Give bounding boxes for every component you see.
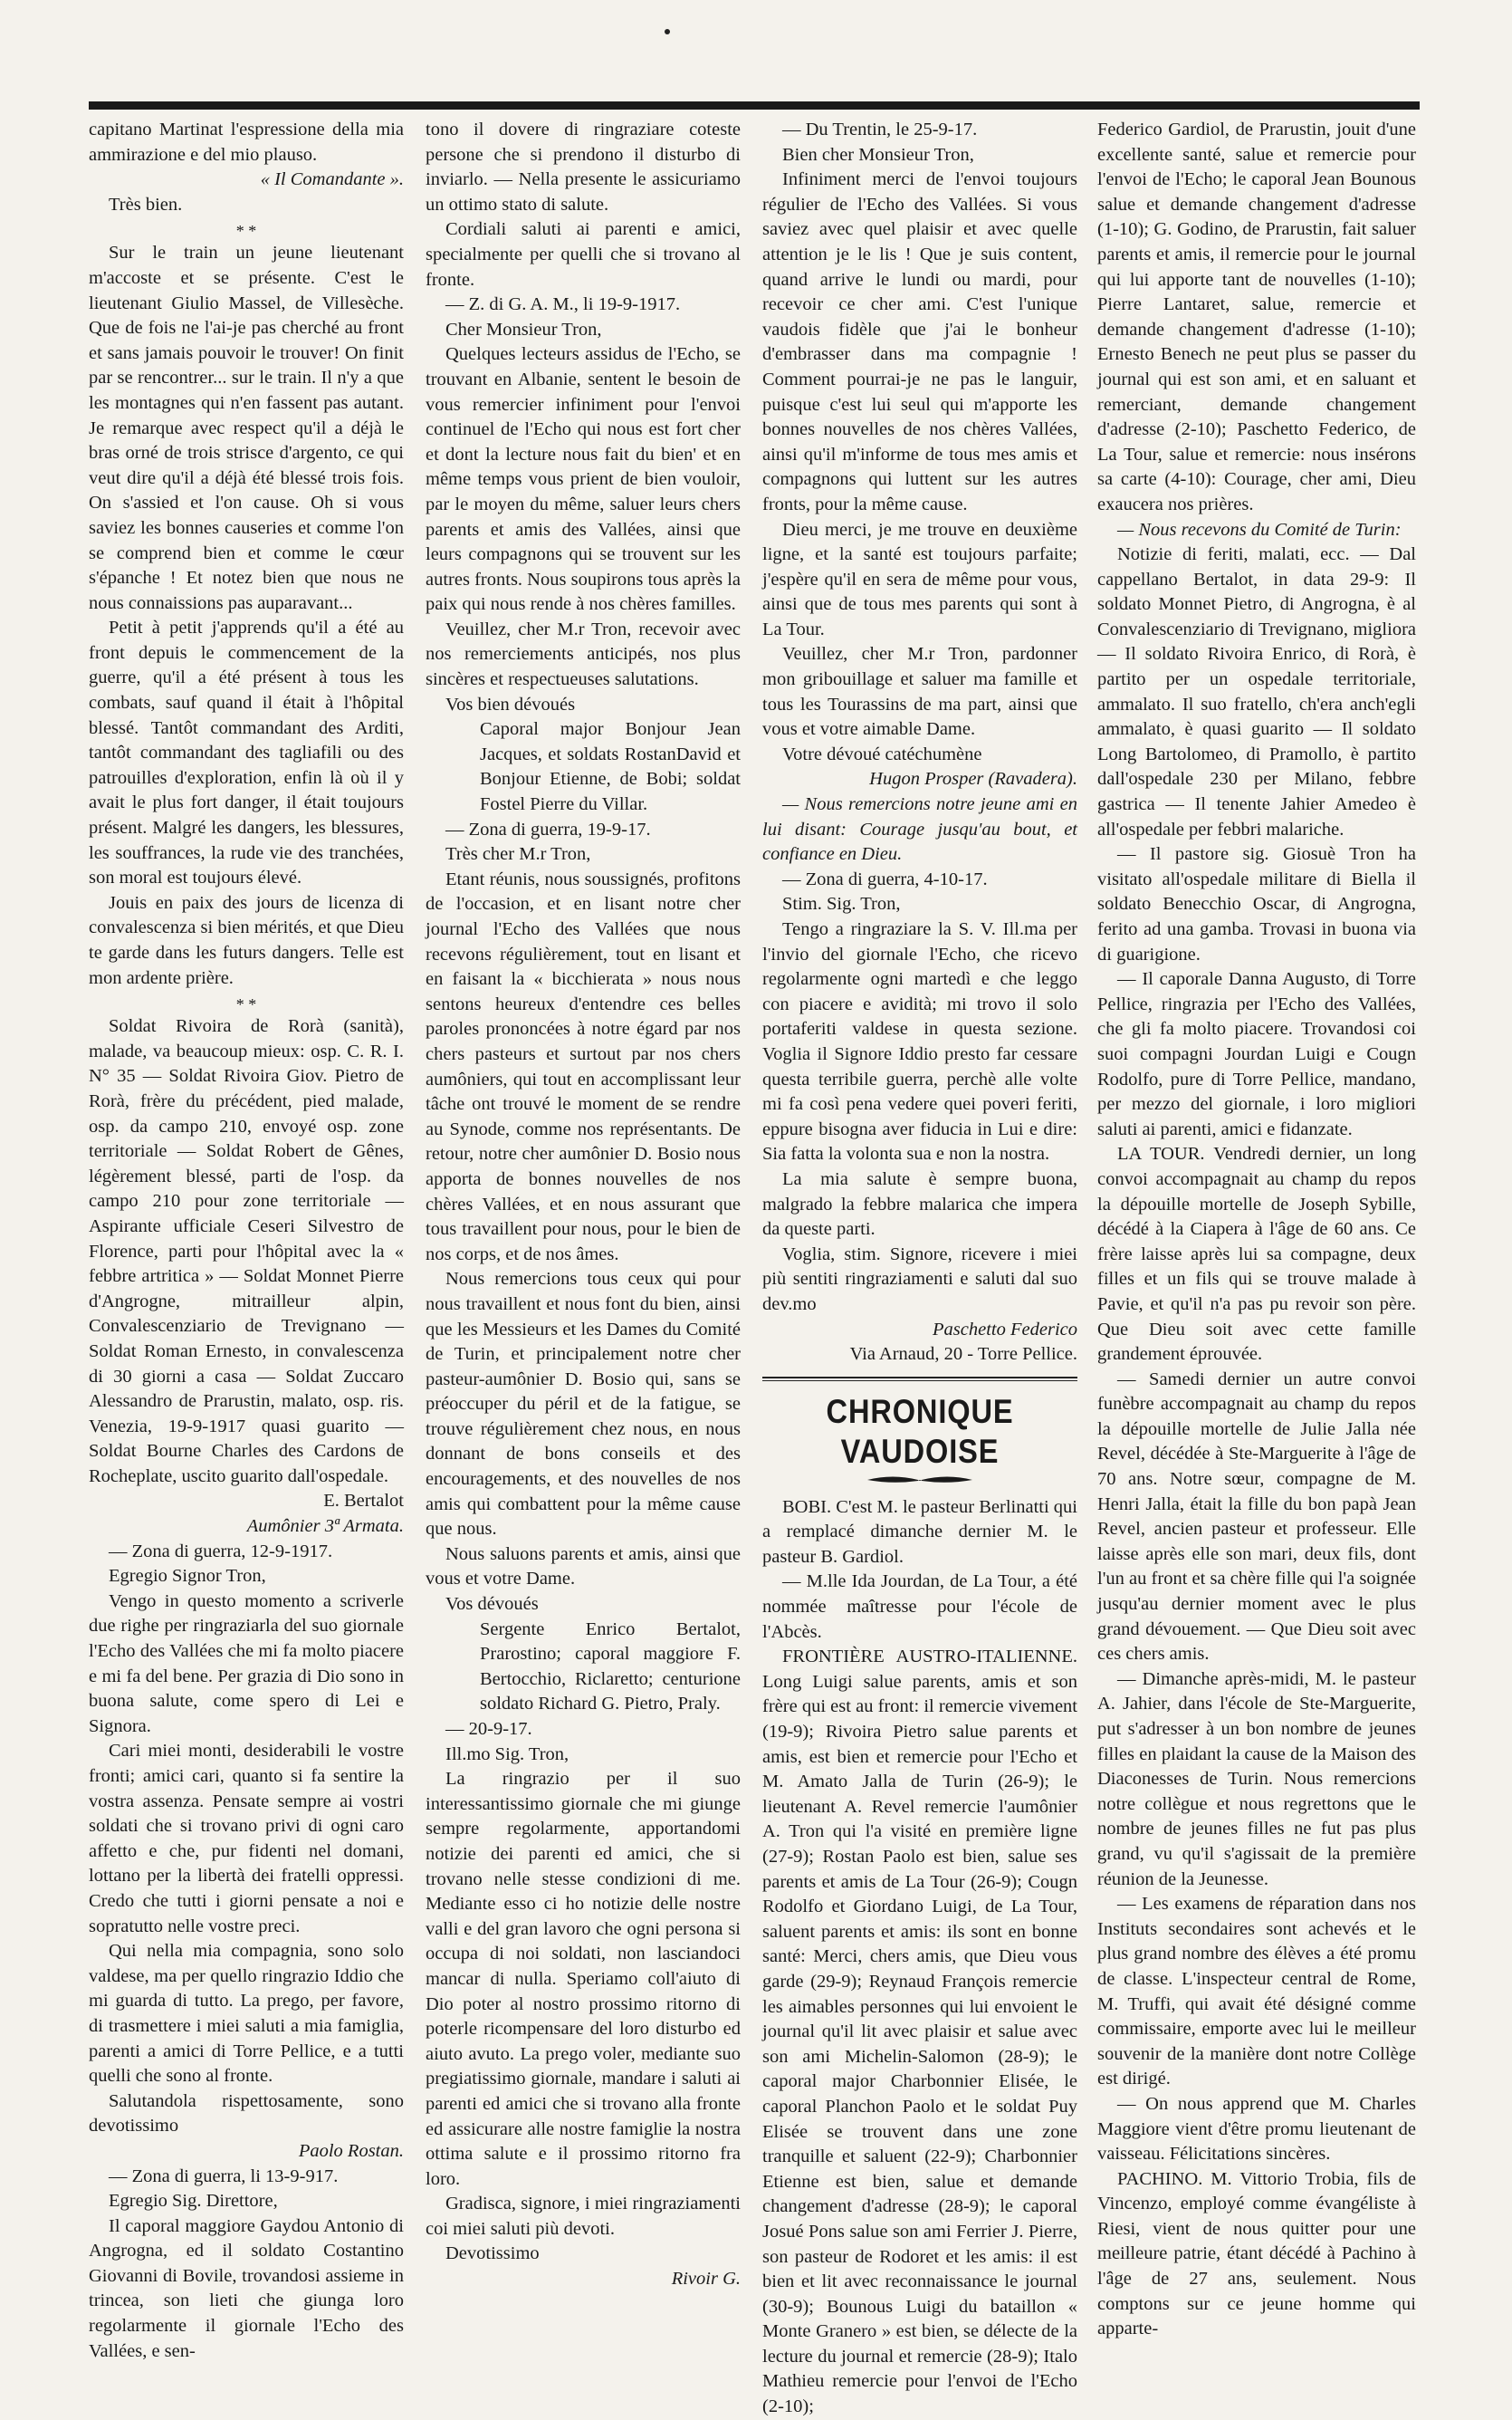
signature: Sergente Enrico Bertalot, Prarostino; caporal maggiore F. Bertocchio, Riclaretto; centurione soldato Richard G. Pietro, Praly. [480, 1618, 741, 1714]
editor-note: — Nous recevons du Comité de Turin: [1117, 519, 1402, 540]
paragraph: Salutandola rispettosamente, sono devotissimo [89, 2090, 404, 2137]
paragraph: Dieu merci, je me trouve en deuxième ligne, et la santé est toujours parfaite; j'espère qu'il en sera de même pour vous, ainsi que de tous mes parents qui sont à La Tour. [762, 519, 1077, 639]
paragraph: Vengo in questo momento a scriverle due righe per ringraziarla del suo giornale l'Echo des Vallées che mi fa molto piacere e mi fa del bene. Per grazia di Dio sono in buona salute, come spero di Lei e Signora. [89, 1590, 404, 1736]
column-3 [762, 118, 1077, 2417]
section-separator: * * [235, 995, 257, 1014]
letter-salutation: Bien cher Monsieur Tron, [782, 144, 974, 165]
paragraph: Nous remercions tous ceux qui pour nous travaillent et nous font du bien, ainsi que les Messieurs et les Dames du Comité de Turin, et principalement notre cher pasteur-aumônier D. Bosio qui, sans se préoccuper du péril et de la fatigue, se trouve régulièrement chez nous, en nous donnant de bons conseils et des encouragements, et des nouvelles de nos amis qui combattent pour la même cause que nous. [426, 1269, 741, 1540]
letter-dateline: — Zona di guerra, 19-9-17. [445, 819, 651, 840]
signature: Paolo Rostan. [298, 2140, 404, 2161]
paragraph: La mia salute è sempre buona, malgrado la febbre malarica che impera da queste parti. [762, 1168, 1077, 1240]
paragraph: Quelques lecteurs assidus de l'Echo, se trouvant en Albanie, sentent le besoin de vous remercier infiniment pour l'envoi continuel de l'Echo qui nous est fort cher et dont la lecture nous fait du bien' et en même temps vous prient de bien vouloir, par le moyen du même, saluer leurs chers parents et amis des Vallées, ainsi que leurs compagnons qui se trouvent sur les autres fronts. Nous soupirons tous après la paix qui nous rende à nos chères familles. [426, 344, 741, 615]
ornament-flourish [866, 1474, 974, 1486]
editor-note: — Nous remercions notre jeune ami en lui disant: Courage jusqu'au bout, et confiance en Dieu. [762, 794, 1077, 865]
closing: Vos dévoués [445, 1594, 539, 1615]
paragraph: — On nous apprend que M. Charles Maggiore vient d'être promu lieutenant de vaisseau. Félicitations sincères. [1097, 2093, 1416, 2165]
paragraph: Sur le train un jeune lieutenant m'accoste et se présente. C'est le lieutenant Giulio Massel, de Villesèche. Que de fois ne l'ai-je pas cherché au front et sans jamais pouvoir le trouver! On finit par se rencontrer... sur le train. Il n'y a que les montagnes qui n'en fassent pas autant. Je remarque avec respect qu'il a déjà le bras orné de trois strisce d'argento, ce qui veut dire qu'il a déjà été blessé trois fois. On s'assied et l'on cause. Oh si vous saviez les bonnes causeries et comme l'on se comprend bien et comme le cœur s'épanche ! Et notez bien que nous ne nous connaissions pas auparavant... [89, 243, 404, 613]
column-2 [426, 118, 741, 2290]
paragraph: Infiniment merci de l'envoi toujours régulier de l'Echo des Vallées. Si vous saviez avec quel plaisir et avec quelle attention je le lis ! Que je suis content, quand arrive le lundi ou mardi, pour recevoir ce cher ami. C'est l'unique vaudois fidèle que j'ai le bonheur d'embrasser dans ma compagnie ! Comment pourrai-je ne pas le languir, puisque c'est lui seul qui m'apporte les bonnes nouvelles de nos chères Vallées, ainsi qu'il m'informe de tous mes amis et compagnons qui luttent sur les autres fronts, pour la même cause. [762, 169, 1077, 514]
author-title: Aumônier 3ª Armata. [246, 1516, 404, 1537]
section-heading: CHRONIQUE VAUDOISE [826, 1392, 1014, 1470]
signature: Paschetto Federico [933, 1319, 1077, 1340]
letter-salutation: Stim. Sig. Tron, [782, 894, 901, 915]
paragraph: Notizie di feriti, malati, ecc. — Dal cappellano Bertalot, in data 29-9: Il soldato Monnet Pietro, di Angrogna, è al Convalescenziario di Trevignano, migliora — Il soldato Rivoira Enrico, di Rorà, è partito per un ospedale territoriale, ammalato. Il suo fratello, ch'era anch'egli ammalato, è quasi guarito — Il soldato Long Bartolomeo, di Pramollo, è partito dall'ospedale 230 per Milano, febbre gastrica — Il tenente Jahier Amedeo è all'ospedale per febbri malariche. [1097, 544, 1416, 840]
closing: Votre dévoué catéchumène [782, 744, 982, 764]
paragraph: Voglia, stim. Signore, ricevere i miei più sentiti ringraziamenti e saluti dal suo dev.mo [762, 1244, 1077, 1314]
paragraph: Tengo a ringraziare la S. V. Ill.ma per l'invio del giornale l'Echo, che ricevo regolarmente ogni martedì e che leggo con piacere e avidità; mi trovo il solo portaferiti valdese in questa sezione. Voglia il Signore Iddio presto far cessare questa terribile guerra, perchè alle volte mi fa così pena vedere quei poveri feriti, eppure bisogna aver fiducia in Lui e dire: Sia fatta la volonta sua e non la nostra. [762, 919, 1077, 1165]
column-4 [1097, 118, 1416, 2339]
letter-salutation: Egregio Sig. Direttore, [109, 2191, 278, 2212]
paragraph: Nous saluons parents et amis, ainsi que vous et votre Dame. [426, 1543, 741, 1589]
paragraph: Qui nella mia compagnia, sono solo valdese, ma per quello ringrazio Iddio che mi guarda di tutto. La prego, per favore, di trasmettere i miei saluti a mia famiglia, parenti a amici di Torre Pellice, e a tutti quelli che sono al fronte. [89, 1941, 404, 2087]
paragraph: Veuillez, cher M.r Tron, recevoir avec nos remerciements anticipés, nos plus sincères et respectueuses salutations. [426, 619, 741, 690]
signature: « Il Comandante ». [260, 169, 404, 190]
paragraph: — M.lle Ida Jourdan, de La Tour, a été nommée maîtresse pour l'école de l'Abcès. [762, 1571, 1077, 1642]
letter-dateline: — Z. di G. A. M., li 19-9-1917. [445, 294, 681, 315]
letter-salutation: Ill.mo Sig. Tron, [445, 1743, 569, 1764]
print-speck [665, 29, 670, 34]
paragraph: FRONTIÈRE AUSTRO-ITALIENNE. Long Luigi salue parents, amis et son frère qui est au front: il remercie vivement (19-9); Rivoira Pietro salue parents et amis, est bien et remercie pour l'Echo et M. Amato Jalla de Turin (26-9); le lieutenant A. Revel remercie l'aumônier A. Tron qui l'a visité en première ligne (27-9); Rostan Paolo est bien, salue ses parents et amis de La Tour (26-9); Cougn Rodolfo et Giordano Luigi, de La Tour, saluent parents et amis: ils sont en bonne santé: Merci, chers amis, que Dieu vous garde (29-9); Reynaud François remercie les aimables personnes qui lui envoient le journal qu'il lit avec plaisir et salue avec son ami Michelin-Salomon (28-9); le caporal major Charbonnier Elisée, le caporal Planchon Paolo et le soldat Puy Elisée se trouvent dans une zone tranquille et saluent (22-9); Charbonnier Etienne est bien, salue et demande changement d'adresse (28-9); le caporal Josué Pons salue son ami Ferrier J. Pierre, son pasteur de Rodoret et les amis: il est bien et lit avec reconnaissance le journal (30-9); Bounous Luigi du bataillon « Monte Granero » est bien, se délecte de la lecture du journal et remercie (28-9); Italo Mathieu remercie pour l'envoi de l'Echo (2-10); [762, 1647, 1077, 2417]
letter-dateline: — Zona di guerra, 4-10-17. [782, 869, 988, 889]
signature: Hugon Prosper (Ravadera). [869, 769, 1077, 790]
paragraph: Federico Gardiol, de Prarustin, jouit d'une excellente santé, salue et remercie pour l'envoi de l'Echo; le caporal Jean Bounous salue et demande changement d'adresse (1-10); G. Godino, de Prarustin, fait saluer parents et amis, il remercie pour le journal qui lui apporte tant de nouvelles (1-10); Pierre Lantaret, salue, remercie et demande changement d'adresse (1-10); Ernesto Benech ne peut plus se passer du journal qui est son ami, et en saluant et remerciant, demande changement d'adresse (2-10); Paschetto Federico, de La Tour, salue et remercie: nous insérons sa carte (4-10): Courage, cher ami, Dieu exaucera nos prières. [1097, 120, 1416, 514]
section-separator: * * [235, 222, 257, 241]
letter-dateline: — Zona di guerra, 12-9-1917. [109, 1541, 333, 1561]
closing: Vos bien dévoués [445, 694, 576, 715]
letter-dateline: — Du Trentin, le 25-9-17. [782, 120, 978, 139]
signature: Caporal major Bonjour Jean Jacques, et soldats RostanDavid et Bonjour Etienne, de Bobi; soldat Fostel Pierre du Villar. [480, 719, 741, 815]
letter-salutation: Cher Monsieur Tron, [445, 319, 602, 340]
author-name: E. Bertalot [323, 1491, 404, 1512]
paragraph: Soldat Rivoira de Rorà (sanità), malade, va beaucoup mieux: osp. C. R. I. N° 35 — Soldat Rivoira Giov. Pietro de Rorà, frère du précédent, pied malade, osp. da campo 210, envoyé osp. zone territoriale — Soldat Robert de Gênes, légèrement blessé, parti de l'osp. da campo 210 pour zone territoriale — Aspirante ufficiale Ceseri Silvestro de Florence, parti pour l'hôpital avec la « febbre artritica » — Soldat Monnet Pierre d'Angrogne, mitrailleur alpin, Convalescenziario de Trevignano — Soldat Roman Ernesto, in convalescenza di 30 giorni a casa — Soldat Zuccaro Alessandro de Prarustin, malato, osp. ris. Venezia, 19-9-1917 quasi guarito — Soldat Bourne Charles des Cardons de Rocheplate, uscito guarito dall'ospedale. [89, 1016, 404, 1486]
column-1 [89, 118, 404, 2361]
paragraph: Petit à petit j'apprends qu'il a été au front depuis le commencement de la guerre, qu'il a été présent à tous les combats, sauf quand il était à l'hôpital blessé. Tantôt commandant des Arditi, tantôt commandant des tagliafili ou des patrouilles d'exploration, enfin là où il y avait le plus fort danger, il était toujours présent. Malgré les dangers, les blessures, les souffrances, la rude vie des tranchées, son moral est toujours élevé. [89, 618, 404, 888]
letter-dateline: — 20-9-17. [445, 1719, 532, 1739]
paragraph: Très bien. [109, 194, 183, 215]
paragraph: Il caporal maggiore Gaydou Antonio di Angrogna, ed il soldato Costantino Giovanni di Bovile, trovandosi assieme in trincea, son lieti che giunga loro regolarmente il giornale l'Echo des Vallées, e sen- [89, 2215, 404, 2361]
paragraph: La ringrazio per il suo interessantissimo giornale che mi giunge sempre regolarmente, apportandomi notizie dei parenti ed amici, che si trovano nelle stesse condizioni di me. Mediante esso ci ho notizie delle nostre valli e del gran lavoro che ogni persona si occupa di noi soldati, non lasciandoci mancar di nulla. Speriamo coll'aiuto di Dio poter al nostro prossimo ritorno di poterle ricompensare del loro disturbo ed aiuto avuto. La prego voler, mediante suo pregiatissimo giornale, mandare i saluti ai parenti ed amici che si trovano alla fronte ed assicurare alle nostre famiglie la nostra ottima salute e il prossimo ritorno fra loro. [426, 1769, 741, 2189]
closing: Devotissimo [445, 2243, 540, 2264]
letter-dateline: — Zona di guerra, li 13-9-917. [109, 2166, 339, 2186]
paragraph: tono il dovere di ringraziare coteste persone che si prendono il disturbo di inviarlo. — Nella presente le assicuriamo un ottimo stato di salute. [426, 120, 741, 215]
paragraph: Jouis en paix des jours de licenza di convalescenza si bien mérités, et que Dieu te garde dans les futurs dangers. Telle est mon ardente prière. [89, 892, 404, 988]
paragraph: — Samedi dernier un autre convoi funèbre accompagnait au champ du repos la dépouille mortelle de Julie Jalla née Revel, décédée à Ste-Marguerite à l'âge de 70 ans. Notre sœur, compagne de M. Henri Jalla, était la fille du bon papà Jean Revel, ancien pasteur et professeur. Elle laisse après elle son mari, deux fils, dont l'un au front et sa chère fille qui l'a soignée jusqu'au dernier moment avec le plus grand dévouement. — Que Dieu soit avec ces chers amis. [1097, 1368, 1416, 1665]
section-rule [762, 1380, 1077, 1381]
paragraph: — Il caporale Danna Augusto, di Torre Pellice, ringrazia per l'Echo des Vallées, che gli fa molto piacere. Trovandosi coi suoi compagni Jourdan Luigi e Cougn Rodolfo, pure di Torre Pellice, mandano, per mezzo del giornale, i loro migliori saluti ai parenti, amici e fidanzate. [1097, 969, 1416, 1139]
paragraph: — Les examens de réparation dans nos Instituts secondaires sont achevés et le plus grand nombre des élèves a été promu de classe. L'inspecteur central de Rome, M. Truffi, qui avait été désigné comme commissaire, emporte avec lui le meilleur souvenir de la manière dont notre Collège est dirigé. [1097, 1894, 1416, 2089]
paragraph: PACHINO. M. Vittorio Trobia, fils de Vincenzo, employé comme évangéliste à Riesi, vient de nous quitter pour une meilleure patrie, étant décédé à Pachino à l'âge de 27 ans, seulement. Nous comptons sur ce jeune homme qui apparte- [1097, 2168, 1416, 2339]
signature: Rivoir G. [671, 2269, 741, 2290]
paragraph: LA TOUR. Vendredi dernier, un long convoi accompagnait au champ du repos la dépouille mortelle de Joseph Sybille, décédé à la Ciapera à l'âge de 60 ans. Ce frère laisse après lui sa compagne, deux filles et un fils qui se trouve malade à Pavie, et qu'il n'a pas pu revoir son père. Que Dieu soit avec cette famille grandement éprouvée. [1097, 1144, 1416, 1365]
top-rule [89, 101, 1420, 110]
paragraph: BOBI. C'est M. le pasteur Berlinatti qui a remplacé dimanche dernier M. le pasteur B. Gardiol. [762, 1496, 1077, 1567]
paragraph: — Il pastore sig. Giosuè Tron ha visitato all'ospedale militare di Biella il soldato Benecchio Oscar, di Angrogna, ferito ad una gamba. Trovasi in buona via di guarigione. [1097, 844, 1416, 965]
letter-salutation: Egregio Signor Tron, [109, 1566, 266, 1587]
paragraph: Veuillez, cher M.r Tron, pardonner mon gribouillage et saluer ma famille et tous les Tourassins de ma part, ainsi que vous et votre aimable Dame. [762, 644, 1077, 740]
letter-salutation: Très cher M.r Tron, [445, 844, 591, 865]
paragraph: capitano Martinat l'espressione della mia ammirazione e del mio plauso. [89, 120, 404, 165]
paragraph: Etant réunis, nous soussignés, profitons de l'occasion, et en lisant notre cher journal l'Echo des Vallées que nous recevons régulièrement, tout en lisant et en faisant la « bicchierata » nous nous sentons heureux d'entendre ces belles paroles prononcées à notre égard par nos chers pasteurs et surtout par nos chers aumôniers, qui tout en accomplissant leur tâche ont trouvé le moment de se rendre au Synode, comme nos représentants. De retour, notre cher aumônier D. Bosio nous apporta de bonnes nouvelles de nos chères Vallées, et en nous assurant que tous travaillent pour nous, pour le bien de nos corps, et de nos âmes. [426, 869, 741, 1264]
section-rule [762, 1377, 1077, 1378]
paragraph: Cordiali saluti ai parenti e amici, specialmente per quelli che si trovano al fronte. [426, 219, 741, 290]
paragraph: Cari miei monti, desiderabili le vostre fronti; amici cari, quanto si fa sentire la vostra assenza. Pensate sempre ai vostri soldati che si trovano privi di ogni caro affetto e che, pur fidenti nel domani, lottano per la libertà dei fratelli oppressi. Credo che tutti i giorni pensate a noi e sopratutto nelle vostre preci. [89, 1741, 404, 1936]
paragraph: — Dimanche après-midi, M. le pasteur A. Jahier, dans l'école de Ste-Marguerite, put s'adresser à un bon nombre de jeunes filles en plaidant la cause de la Maison des Diaconesses de Turin. Nous remercions notre collègue et nous regrettons que le nombre de jeunes filles ne fut pas plus grand, vu qu'il s'agissait de la première réunion de la Jeunesse. [1097, 1668, 1416, 1889]
signature-address: Via Arnaud, 20 - Torre Pellice. [849, 1344, 1077, 1365]
paragraph: Gradisca, signore, i miei ringraziamenti coi miei saluti più devoti. [426, 2194, 741, 2239]
